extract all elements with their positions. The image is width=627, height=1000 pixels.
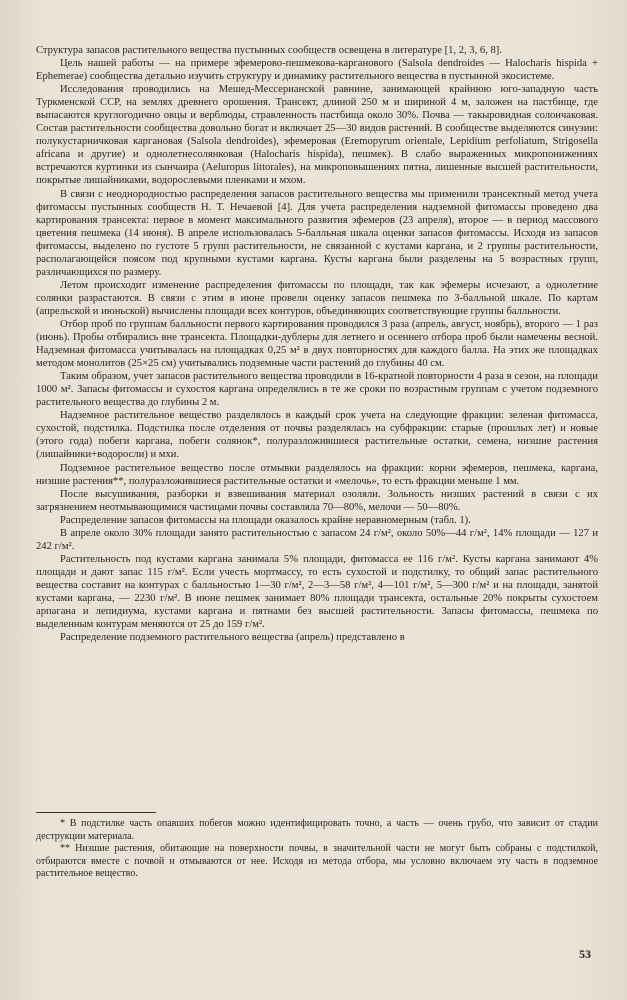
footnote-divider	[36, 812, 156, 813]
paragraph: Надземное растительное вещество разделялось в каждый срок учета на следующие фракции: зеленая фитомасса, сухостой, подстилка. Подстилка после отделения от почвы разделялась на субфракции: старые (прошлых лет) и новые (этого года) побеги каргана, побеги солянок*, полуразложившиеся растительные остатки, семена, низшие растения (лишайники+водоросли) и мхи.	[36, 410, 598, 461]
paragraph: Распределение запасов фитомассы на площади оказалось крайне неравномерным (табл. 1).	[60, 514, 471, 526]
paragraph: После высушивания, разборки и взвешивания материал озоляли. Зольность низших растений в связи с их загрязнением неотмывающимися частицами почвы составляла 70—80%, мелочи — 50—80%.	[36, 488, 598, 513]
footnote: * В подстилке часть опавших побегов можно идентифицировать точно, а часть — очень грубо, что зависит от стадии деструкции материала.	[36, 818, 598, 842]
paragraph: Исследования проводились на Мешед-Мессерианской равнине, занимающей крайнюю юго-западную часть Туркменской ССР, на землях древнего орошения. Трансект, длиной 250 м и шириной 4 м, заложен на пастбище, где выпасаются круглогодично овцы и верблюды, стравленность пастбища около 30%. Почва — такыровидная солончаковая. Состав растительности сообщества довольно богат и включает 25—30 видов растений. В сообществе выделяются синузии: полукустарничковая каргановая (Salsola dendroides), эфемеровая (Eremopyrum orientale, Lepidium perfoliatum, Strigosella africana и другие) и однолетнесолянковая (Halocharis hispida), пешмек). В слабо выраженных микропонижениях встречаются куртинки из сынчаира (Aeluropus littorales), на микроповышениях пятна, лишенные высшей растительности, покрытые лишайниками, водорослевыми пленками и мхом.	[36, 84, 598, 187]
paragraph: Летом происходит изменение распределения фитомассы по площади, так как эфемеры исчезают, а однолетние солянки разрастаются. В связи с этим в июне провели оценку запасов пешмека по 3-балльной шкале. По картам (апрельской и июньской) вычислены площади всех контуров, объединяющих соответствующие группы балльности.	[36, 279, 598, 317]
paragraph: Растительность под кустами каргана занимала 5% площади, фитомасса ее 116 г/м². Кусты каргана занимают 4% площади и дают запас 115 г/м². Если учесть мортмассу, то есть сухостой и подстилку, то общий запас растительного вещества составит на контурах с балльностью 1—30 г/м², 2—3—58 г/м², 4—101 г/м², 5—300 г/м² и на площади, занятой кустами каргана, — 2230 г/м². В июне пешмек занимает 80% площади трансекта, остальные 20% покрыты сухостоем арпагана и лепидиума, кустами каргана и пятнами без высшей растительности. Запасы фитомассы, пешмека по выделенным контурам меняются от 25 до 159 г/м².	[36, 553, 598, 631]
page-number: 53	[579, 947, 591, 961]
paragraph: Таким образом, учет запасов растительного вещества проводили в 16-кратной повторности 4 раза в сезон, на площади 1000 м². Запасы фитомассы и сухостоя каргана определялись в те же сроки по возрастным группам с учетом подземного растительного вещества до глубины 2 м.	[36, 371, 598, 409]
paragraph: Подземное растительное вещество после отмывки разделялось на фракции: корни эфемеров, пешмека, каргана, низшие растения**, полуразложившиеся растительные остатки и «мелочь», то есть фракции меньше 1 мм.	[36, 462, 598, 487]
paragraph: Отбор проб по группам балльности первого картирования проводился 3 раза (апрель, август, ноябрь), второго — 1 раз (июнь). Пробы отбирались вне трансекта. Площадки-дублеры для летнего и осеннего отбора проб были намечены весной. Надземная фитомасса учитывалась на площадках 0,25 м² в двух повторностях для каждого балла. На этих же площадках методом монолитов (25×25 см) учитывались подземные части растений до глубины 40 см.	[36, 318, 598, 370]
paragraph: Распределение подземного растительного вещества (апрель) представлено в	[60, 632, 405, 644]
paragraph: Структура запасов растительного вещества пустынных сообществ освещена в литературе [1, 2, 3, 6, 8].	[36, 45, 502, 56]
paragraph: В связи с неоднородностью распределения запасов растительного вещества мы применили трансектный метод учета фитомассы пустынных сообществ Н. Т. Нечаевой [4]. Для учета распределения надземной фитомассы проведено два картирования трансекта: первое в момент максимального развития эфемеров (23 апреля), второе — в период массового цветения пешмека (14 июня). В апреле использовалась 5-балльная шкала оценки запасов фитомассы. Исходя из запасов фитомассы, выделено по густоте 5 групп растительности, не связанной с кустами каргана, и 2 группы растительности, располагающейся поясом под крупными кустами каргана. Кусты каргана были разделены на 5 возрастных групп, различающихся по размеру.	[36, 188, 598, 278]
paragraph: Цель нашей работы — на примере эфемерово-пешмекова-карганового (Salsola dendroides — Halocharis hispida + Ephemerae) сообщества детально изучить структуру и динамику растительного вещества в пустынной экосистеме.	[36, 58, 598, 83]
body-text	[36, 44, 598, 644]
paragraph: В апреле около 30% площади занято растительностью с запасом 24 г/м², около 50%—44 г/м², 14% площади — 127 и 242 г/м².	[36, 527, 598, 552]
footnote: ** Низшие растения, обитающие на поверхности почвы, в значительной части не могут быть собраны с подстилкой, отбираются вместе с почвой и отмываются от нее. Исходя из метода отбора, мы условно включаем эту часть в подземное растительное вещество.	[36, 843, 598, 880]
footnotes	[36, 818, 598, 881]
